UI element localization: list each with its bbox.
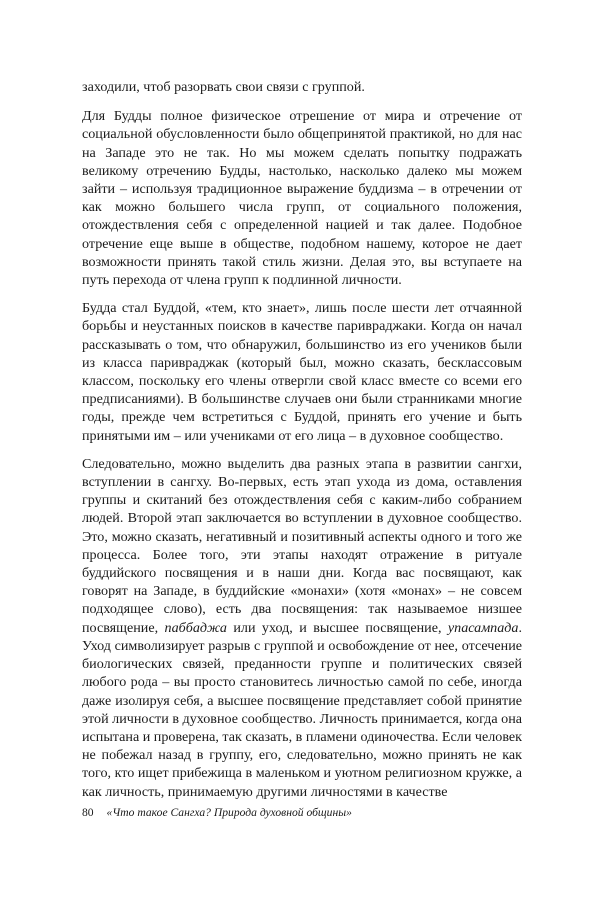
term-pabbajja: паббаджа (164, 619, 227, 636)
page-footer (82, 806, 522, 820)
paragraph-renunciation: Для Будды полное физическое отрешение от мира и отречение от социальной обусловленности было общепринятой практикой, но для нас на Западе это не так. Но мы можем сделать попытку подражать великому отречению Будды, настолько, насколько далеко мы можем зайти – используя традиционное выражение буддизма – в отречении от как можно большего числа групп, от социального положения, отождествления себя с определенной нацией и так далее. Подобное отречение еще выше в обществе, подобном нашему, которое не дает возможности принять такой стиль жизни. Делая это, вы вступаете на путь перехода от члена групп к подлинной личности. (82, 108, 522, 289)
text-run: . Уход символизирует разрыв с группой и освобождение от нее, отсечение биологических связей, преданности группе и политических связей любого рода – вы просто становитесь личностью самой по себе, иногда даже изолируя себя, а высшее посвящение представляет собой принятие этой личности в духовное сообщество. Личность принимается, когда она испытана и проверена, так сказать, в пламени одиночества. Если человек не побежал назад в группу, его, следовательно, можно принять не как того, кто ищет прибежища в маленьком и уютном религиозном кружке, а как личность, принимаемую другими личностями в качестве (82, 619, 522, 800)
body-text (82, 78, 522, 801)
page-number: 80 (82, 806, 94, 819)
paragraph-continuation: заходили, чтоб разорвать свои связи с группой. (82, 79, 365, 95)
paragraph-two-stages (82, 455, 522, 801)
term-upasampada: упасампада (447, 619, 519, 636)
text-run: или уход, и высшее посвящение, (226, 619, 448, 636)
text-run: Следовательно, можно выделить два разных этапа в развитии сангхи, вступлении в сангху. Во-первых, есть этап ухода из дома, оставления группы и скитаний без отождествления себя с каким-либо собранием людей. Второй этап заключается во вступлении в духовное сообщество. Это, можно сказать, негативный и позитивный аспекты одного и того же процесса. Более того, эти этапы находят отражение в ритуале буддийского посвящения и в наши дни. Когда вас посвящают, как говорят на Западе, в буддийские «монахи» (хотя «монах» – не совсем подходящее слово), есть два посвящения: так называемое низшее посвящение, (82, 455, 522, 636)
running-title: «Что такое Сангха? Природа духовной общины» (106, 806, 352, 819)
paragraph-buddha-wanderers: Будда стал Буддой, «тем, кто знает», лишь после шести лет отчаянной борьбы и неустанных поисков в качестве паривраджаки. Когда он начал рассказывать о том, что обнаружил, большинство из его учеников были из класса паривраджак (который был, можно сказать, бесклассовым классом, поскольку его члены отвергли свой класс вместе со всеми его предписаниями). В большинстве случаев они были странниками многие годы, прежде чем встретиться с Буддой, принять его учение и быть принятыми им – или учениками от его лица – в духовное сообщество. (82, 300, 522, 444)
